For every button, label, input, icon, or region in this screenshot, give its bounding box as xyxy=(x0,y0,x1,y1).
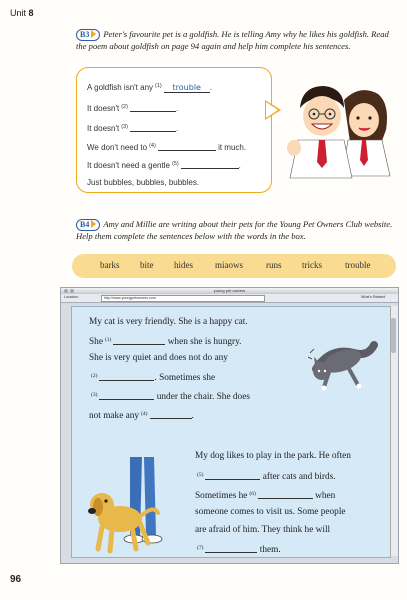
poem-line-3: It doesn't $^{(3)}$ . xyxy=(87,124,179,133)
poem-text: We don't need to xyxy=(87,143,148,152)
word-tricks: tricks xyxy=(302,260,322,270)
blank-number: (4) xyxy=(149,143,156,149)
location-label: Location: xyxy=(64,295,79,299)
speech-bubble xyxy=(76,67,272,193)
word-runs: runs xyxy=(266,260,282,270)
blank-number: (6) xyxy=(249,491,256,497)
browser-title: young pet owners xyxy=(213,288,246,293)
unit-heading xyxy=(10,8,34,18)
word-miaows: miaows xyxy=(215,260,243,270)
poem-text: It doesn't need a gentle xyxy=(87,161,170,170)
blank-number: (1) xyxy=(104,337,112,343)
address-bar xyxy=(61,294,398,303)
poem-text: A goldfish isn't any xyxy=(87,83,154,92)
scrollbar-thumb[interactable] xyxy=(391,318,396,353)
blank-4[interactable] xyxy=(158,142,216,151)
poem-text: Just bubbles, bubbles, bubbles. xyxy=(87,178,200,187)
poem-line-6 xyxy=(87,178,199,187)
blank-3[interactable] xyxy=(130,123,176,132)
cat-text: not make any xyxy=(89,411,140,421)
b4-instruction xyxy=(76,219,401,242)
cat-line-1: My cat is very friendly. She is a happy cat. xyxy=(89,317,248,327)
b3-instruction xyxy=(76,29,401,52)
blank-number: (2) xyxy=(91,373,98,379)
blank-cat-3[interactable] xyxy=(99,391,154,400)
dog-text: Sometimes he xyxy=(195,491,248,501)
cat-line-6 xyxy=(89,403,194,427)
poem-line-4 xyxy=(87,142,246,152)
blank-cat-2[interactable] xyxy=(99,372,154,381)
b3-instruction-text: Peter's favourite pet is a goldfish. He is telling Amy why he likes his goldfish. Read the poem about goldfish on page 94 again and help him complete his sentences. xyxy=(76,29,389,51)
blank-number: (2) xyxy=(121,104,128,110)
poem-line-1: A goldfish isn't any $^{(1)}$ trouble . xyxy=(87,83,212,92)
word-barks: barks xyxy=(100,260,120,270)
blank-2[interactable] xyxy=(130,103,176,112)
dog-line-1: My dog likes to play in the park. He often xyxy=(195,451,351,461)
blank-dog-5[interactable] xyxy=(205,471,260,480)
blank-number: (5) xyxy=(171,161,179,167)
unit-number: 8 xyxy=(28,8,34,18)
cat-text: . Sometimes she xyxy=(154,373,216,383)
cat-line-3: She is very quiet and does not do any xyxy=(89,353,228,363)
poem-line-5: It doesn't need a gentle $^{(5)}$ . xyxy=(87,161,241,170)
dog-text: them. xyxy=(259,545,281,555)
blank-5[interactable] xyxy=(181,160,239,169)
cat-text: . xyxy=(191,411,194,421)
url-field[interactable]: http://www.youngpetowners.com xyxy=(101,295,265,302)
page-number: 96 xyxy=(10,574,22,585)
blank-number: (7) xyxy=(197,545,204,551)
cat-illustration xyxy=(308,327,382,401)
poem-text: it much. xyxy=(218,143,247,152)
web-page-content xyxy=(71,306,391,558)
b4-instruction-text: Amy and Millie are writing about their pets for the Young Pet Owners Club website. Help them complete the sentences below with the words in the box. xyxy=(76,219,393,241)
blank-number: (3) xyxy=(91,392,98,398)
blank-dog-7[interactable] xyxy=(205,544,257,553)
blank-cat-4[interactable] xyxy=(150,410,192,419)
close-window-icon[interactable] xyxy=(64,289,68,293)
blank-cat-1[interactable] xyxy=(113,336,165,345)
whats-related-button[interactable]: What's Related xyxy=(361,295,386,299)
peter-and-amy-illustration xyxy=(282,80,402,180)
speech-bubble-tail-fill xyxy=(266,102,278,118)
poem-line-2: It doesn't $^{(2)}$ . xyxy=(87,104,179,113)
dog-line-4: someone comes to visit us. Some people xyxy=(195,507,346,517)
b3-badge: B3 xyxy=(76,29,100,41)
browser-window xyxy=(60,287,399,564)
poem-text: It doesn't xyxy=(87,104,120,113)
word-hides: hides xyxy=(174,260,193,270)
dog-illustration xyxy=(78,457,186,555)
answer-1[interactable]: trouble xyxy=(164,83,210,93)
word-box xyxy=(72,254,396,278)
minimize-window-icon[interactable] xyxy=(70,289,74,293)
dog-line-6 xyxy=(195,537,281,561)
word-bite: bite xyxy=(140,260,154,270)
unit-label: Unit xyxy=(10,8,27,18)
blank-number: (4) xyxy=(141,411,148,417)
blank-dog-6[interactable] xyxy=(258,490,313,499)
b4-badge: B4 xyxy=(76,219,100,231)
blank-number: (1) xyxy=(155,83,162,89)
word-trouble: trouble xyxy=(345,260,371,270)
blank-number: (5) xyxy=(197,472,204,478)
dog-text: after cats and birds. xyxy=(262,472,336,482)
poem-text: It doesn't xyxy=(87,124,120,133)
cat-text: when she is hungry. xyxy=(167,337,242,347)
dog-line-5: are afraid of him. They think he will xyxy=(195,525,331,535)
cat-text: under the chair. She does xyxy=(156,392,250,402)
dog-text: when xyxy=(315,491,336,501)
cat-text: She xyxy=(89,337,103,347)
blank-number: (3) xyxy=(121,124,128,130)
